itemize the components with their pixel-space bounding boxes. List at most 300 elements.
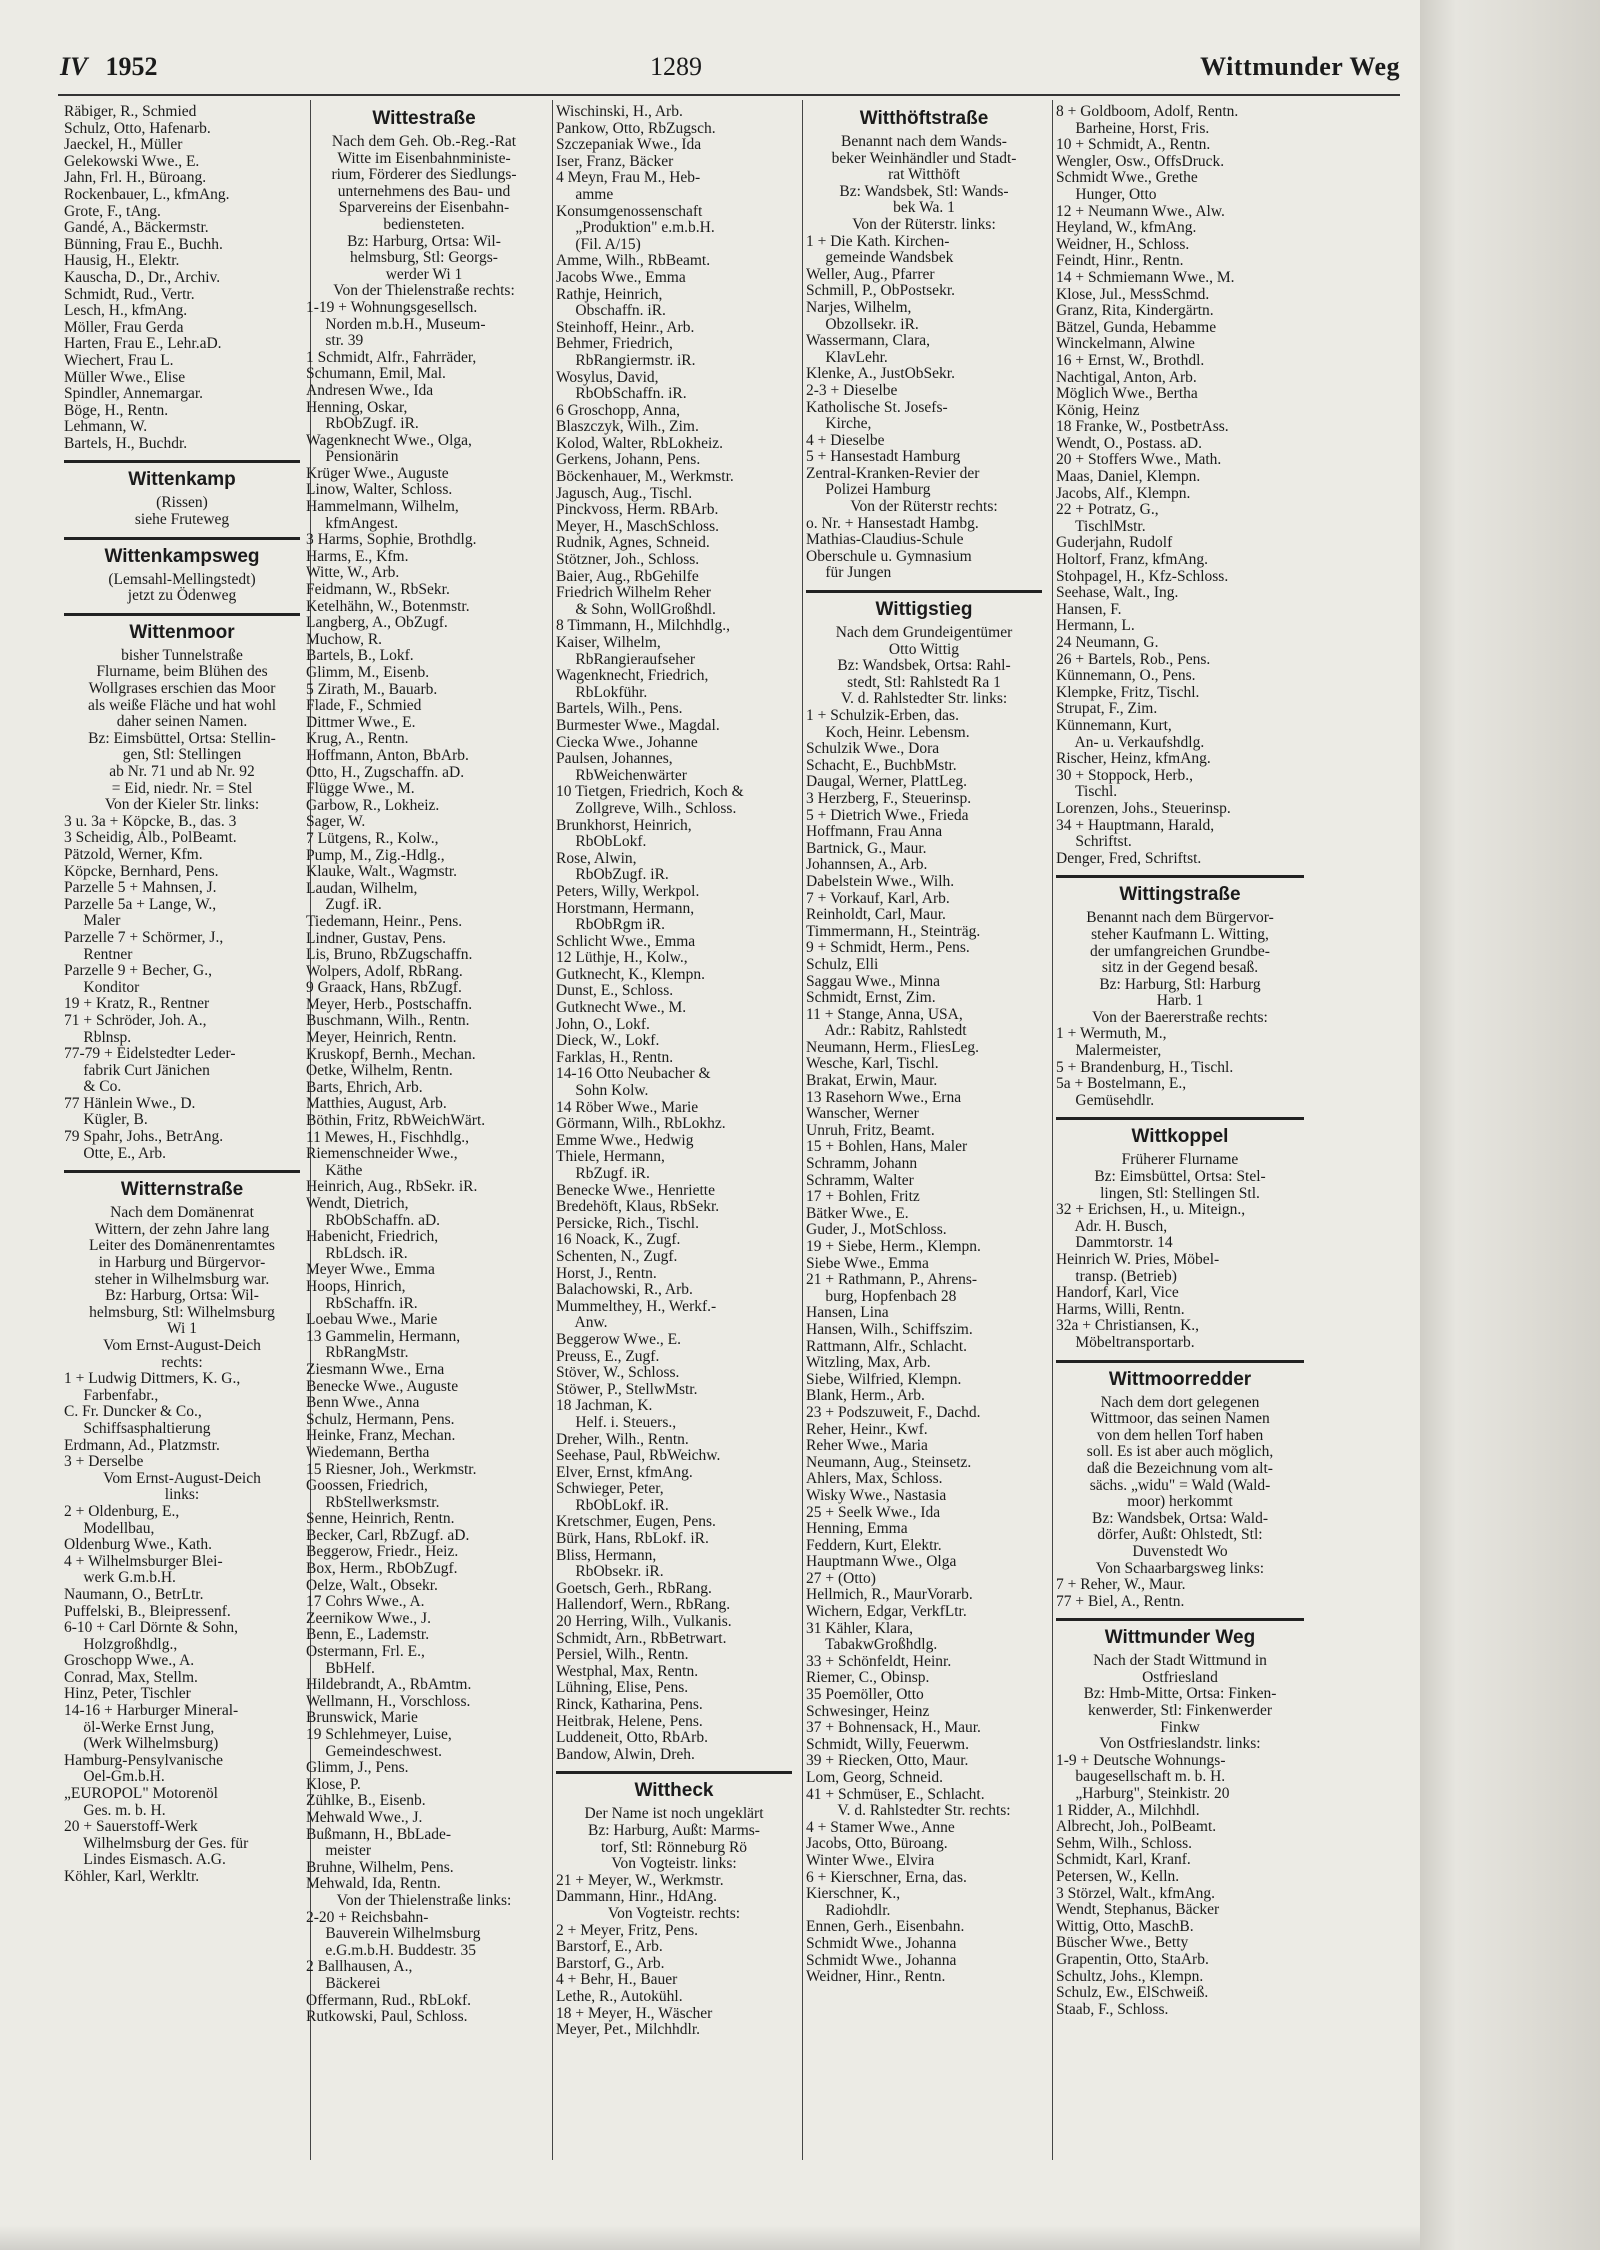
resident-entry: Pensionärin — [306, 449, 399, 466]
resident-entry: Gutknecht, K., Klempn. — [556, 966, 705, 983]
resident-entry: Bliss, Hermann, — [556, 1547, 657, 1564]
resident-entry: 5 + Brandenburg, H., Tischl. — [1056, 1059, 1234, 1076]
resident-entry: Riemer, C., Obinsp. — [806, 1670, 930, 1687]
resident-entry: Bredehöft, Klaus, RbSekr. — [556, 1199, 720, 1216]
resident-entry: Matthies, August, Arb. — [306, 1096, 447, 1113]
street-note: bek Wa. 1 — [893, 199, 955, 217]
resident-entry: Peters, Willy, Werkpol. — [556, 883, 700, 900]
resident-entry: 32a + Christiansen, K., — [1056, 1318, 1200, 1335]
resident-entry: Feidmann, W., RbSekr. — [306, 582, 450, 599]
resident-entry: Obschaffn. iR. — [556, 303, 666, 320]
resident-entry: Heyland, W., kfmAng. — [1056, 220, 1197, 237]
resident-entry: Gutknecht Wwe., M. — [556, 1000, 687, 1017]
resident-entry: Heinke, Franz, Mechan. — [306, 1428, 456, 1445]
resident-entry: 77-79 + Eidelstedter Leder- — [64, 1046, 236, 1063]
resident-entry: 23 + Podszuweit, F., Dachd. — [806, 1404, 981, 1421]
resident-entry: Laudan, Wilhelm, — [306, 880, 418, 897]
resident-entry: Jacobs Wwe., Emma — [556, 269, 686, 286]
resident-entry: Dieck, W., Lokf. — [556, 1033, 660, 1050]
resident-entry: str. 39 — [306, 333, 364, 350]
street-note: Von Vogteistr. links: — [611, 1855, 737, 1873]
street-note: Leiter des Domänenrentamtes — [89, 1237, 275, 1255]
resident-entry: Ahlers, Max, Schloss. — [806, 1471, 943, 1488]
street-note: Otto Wittig — [888, 640, 960, 658]
resident-entry: 15 + Bohlen, Hans, Maler — [806, 1139, 968, 1156]
street-note: Flurname, beim Blühen des — [96, 663, 268, 681]
resident-entry: RbSchaffn. iR. — [306, 1295, 418, 1312]
street-note: Witte im Eisenbahnministe- — [337, 149, 511, 167]
street-note: Harb. 1 — [1156, 992, 1204, 1010]
resident-entry: Sehm, Wilh., Schloss. — [1056, 1835, 1193, 1852]
resident-entry: Meyer, Pet., Milchhdlr. — [556, 2022, 701, 2039]
resident-entry: 20 + Stoffers Wwe., Math. — [1056, 452, 1222, 469]
street-note: helmsburg, Stl: Wilhelmsburg — [89, 1303, 275, 1321]
resident-entry: transp. (Betrieb) — [1056, 1268, 1177, 1285]
resident-entry: Künnemann, O., Pens. — [1056, 668, 1196, 685]
resident-entry: Sohn Kolw. — [556, 1083, 649, 1100]
resident-entry: Jaeckel, H., Müller — [64, 137, 183, 154]
street-note: = Eid, niedr. Nr. = Stel — [111, 779, 253, 797]
resident-entry: 21 + Rathmann, P., Ahrens- — [806, 1272, 978, 1289]
street-note: daß die Bezeichnung vom alt- — [1087, 1459, 1273, 1477]
street-heading: Wittingstraße — [1056, 875, 1304, 906]
resident-entry: Wisky Wwe., Nastasia — [806, 1487, 947, 1504]
resident-entry: Klauke, Walt., Wagmstr. — [306, 864, 458, 881]
resident-entry: Rischer, Heinz, kfmAng. — [1056, 751, 1211, 768]
resident-entry: Nachtigal, Anton, Arb. — [1056, 369, 1197, 386]
street-heading: Wittenkampsweg — [64, 537, 300, 568]
resident-entry: Holtorf, Franz, kfmAng. — [1056, 552, 1208, 569]
resident-entry: Hoffmann, Anton, BbArb. — [306, 747, 469, 764]
resident-entry: Stötzner, Joh., Schloss. — [556, 552, 700, 569]
resident-entry: Albrecht, Joh., PolBeamt. — [1056, 1819, 1217, 1836]
resident-entry: Mehwald Wwe., J. — [306, 1809, 423, 1826]
resident-entry: Wilhelmsburg der Ges. für — [64, 1835, 249, 1852]
resident-entry: Möller, Frau Gerda — [64, 319, 184, 336]
resident-entry: Mathias-Claudius-Schule — [806, 532, 964, 549]
resident-entry: Sager, W. — [306, 814, 366, 831]
resident-entry: Adr.: Rabitz, Rahlstedt — [806, 1023, 967, 1040]
resident-entry: Bätzel, Gunda, Hebamme — [1056, 319, 1217, 336]
resident-entry: Hamburg-Pensylvanische — [64, 1752, 223, 1769]
resident-entry: Stöwer, P., StellwMstr. — [556, 1381, 698, 1398]
resident-entry: 2 + Meyer, Fritz, Pens. — [556, 1922, 699, 1939]
resident-entry: Klose, P. — [306, 1776, 361, 1793]
resident-entry: 5a + Bostelmann, E., — [1056, 1076, 1187, 1093]
resident-entry: 3 + Derselbe — [64, 1454, 144, 1471]
resident-entry: Weidner, H., Schloss. — [1056, 236, 1190, 253]
resident-entry: werk G.m.b.H. — [64, 1570, 176, 1587]
resident-entry: Tiedemann, Heinr., Pens. — [306, 913, 463, 930]
resident-entry: Parzelle 5a + Lange, W., — [64, 896, 217, 913]
resident-entry: Malermeister, — [1056, 1043, 1162, 1060]
street-heading: Wittestraße — [372, 108, 476, 129]
resident-entry: Käthe — [306, 1162, 363, 1179]
street-note: daher seinen Namen. — [116, 713, 248, 731]
resident-entry: Henning, Emma — [806, 1521, 908, 1538]
resident-entry: 4 + Dieselbe — [806, 432, 885, 449]
resident-entry: Meyer, Herb., Postschaffn. — [306, 996, 473, 1013]
resident-entry: RbLdsch. iR. — [306, 1245, 408, 1262]
resident-entry: Harms, Willi, Rentn. — [1056, 1301, 1185, 1318]
resident-entry: Krüger Wwe., Auguste — [306, 465, 449, 482]
resident-entry: 4 Meyn, Frau M., Heb- — [556, 170, 701, 187]
resident-entry: Amme, Wilh., RbBeamt. — [556, 253, 711, 270]
street-note: moor) herkommt — [1127, 1493, 1233, 1511]
resident-entry: 32 + Erichsen, H., u. Miteign., — [1056, 1202, 1246, 1219]
street-heading: Wittenkamp — [64, 460, 300, 491]
resident-entry: Adr. H. Busch, — [1056, 1218, 1168, 1235]
resident-entry: Grapentin, Otto, StaArb. — [1056, 1951, 1209, 1968]
resident-entry: Wolpers, Adolf, RbRang. — [306, 963, 463, 980]
resident-entry: Rudnik, Agnes, Schneid. — [556, 535, 710, 552]
street-heading: Wittheck — [556, 1771, 792, 1802]
resident-entry: John, O., Lokf. — [556, 1016, 650, 1033]
resident-entry: Preuss, E., Zugf. — [556, 1348, 660, 1365]
resident-entry: 5 Zirath, M., Bauarb. — [306, 681, 438, 698]
resident-entry: RbStellwerksmstr. — [306, 1494, 440, 1511]
resident-entry: RbObSchaffn. aD. — [306, 1212, 441, 1229]
street-note: V. d. Rahlstedter Str. links: — [840, 690, 1008, 708]
resident-entry: Unruh, Fritz, Beamt. — [806, 1122, 935, 1139]
resident-entry: Schultz, Johs., Klempn. — [1056, 1968, 1204, 1985]
column-divider — [552, 100, 553, 2160]
resident-entry: Schacht, E., BuchbMstr. — [806, 757, 957, 774]
street-note: torf, Stl: Rönneburg Rö — [600, 1838, 748, 1856]
resident-entry: 33 + Schönfeldt, Heinr. — [806, 1653, 952, 1670]
resident-entry: Lethe, R., Autokühl. — [556, 1988, 683, 2005]
resident-entry: 16 + Ernst, W., Brothdl. — [1056, 352, 1205, 369]
resident-entry: Kruskopf, Bernh., Mechan. — [306, 1046, 476, 1063]
resident-entry: Krug, A., Rentn. — [306, 731, 409, 748]
resident-entry: Riemenschneider Wwe., — [306, 1146, 458, 1163]
resident-entry: Bauverein Wilhelmsburg — [306, 1926, 481, 1943]
street-note: gen, Stl: Stellingen — [122, 746, 242, 764]
street-note: Nach der Stadt Wittmund in — [1093, 1652, 1267, 1670]
resident-entry: Möbeltransportarb. — [1056, 1334, 1195, 1351]
resident-entry: 18 + Meyer, H., Wäscher — [556, 2005, 713, 2022]
street-note: unternehmens des Bau- und — [337, 182, 511, 200]
resident-entry: Siebe Wwe., Emma — [806, 1255, 929, 1272]
resident-entry: Schramm, Johann — [806, 1156, 918, 1173]
street-note: (Lemsahl-Mellingstedt) — [108, 570, 256, 588]
resident-entry: & Sohn, WollGroßhdl. — [556, 601, 716, 618]
resident-entry: Gandé, A., Bäckermstr. — [64, 220, 209, 237]
resident-entry: Flügge Wwe., M. — [306, 781, 415, 798]
resident-entry: baugesellschaft m. b. H. — [1056, 1769, 1226, 1786]
resident-entry: 71 + Schröder, Joh. A., — [64, 1012, 207, 1029]
resident-entry: Brunkhorst, Heinrich, — [556, 817, 692, 834]
resident-entry: Muchow, R. — [306, 631, 383, 648]
resident-entry: Witzling, Max, Arb. — [806, 1355, 931, 1372]
resident-entry: 30 + Stoppock, Herb., — [1056, 767, 1194, 784]
resident-entry: Otto, H., Zugschaffn. aD. — [306, 764, 465, 781]
volume-roman: IV — [60, 52, 88, 81]
resident-entry: Kierschner, K., — [806, 1886, 901, 1903]
resident-entry: Schulz, Hermann, Pens. — [306, 1411, 455, 1428]
resident-entry: Modellbau, — [64, 1520, 155, 1537]
resident-entry: Linow, Walter, Schloss. — [306, 482, 453, 499]
resident-entry: Konsumgenossenschaft — [556, 203, 703, 220]
street-note: siehe Fruteweg — [134, 511, 230, 529]
resident-entry: 2-20 + Reichsbahn- — [306, 1909, 429, 1926]
resident-entry: Schmidt, Ernst, Zim. — [806, 990, 936, 1007]
street-note: V. d. Rahlstedter Str. rechts: — [837, 1802, 1011, 1820]
resident-entry: Erdmann, Ad., Platzmstr. — [64, 1437, 220, 1454]
street-note: Wi 1 — [167, 1320, 197, 1338]
resident-entry: Rentner — [64, 946, 133, 963]
resident-entry: Elver, Ernst, kfmAng. — [556, 1464, 693, 1481]
resident-entry: Gelekowski Wwe., E. — [64, 153, 200, 170]
resident-entry: RbRangiermstr. iR. — [556, 352, 696, 369]
resident-entry: Maas, Daniel, Klempn. — [1056, 469, 1201, 486]
resident-entry: Meyer Wwe., Emma — [306, 1262, 435, 1279]
street-note: Bz: Harburg, Stl: Harburg — [1099, 975, 1261, 993]
street-heading: Wittmunder Weg — [1056, 1618, 1304, 1649]
resident-entry: 17 + Bohlen, Fritz — [806, 1189, 920, 1206]
resident-entry: Blaszczyk, Wilh., Zim. — [556, 419, 699, 436]
street-note: Bz: Harburg, Außt: Marms- — [588, 1821, 760, 1839]
scan-page-edge — [1420, 0, 1600, 2250]
resident-entry: Harten, Frau E., Lehr.aD. — [64, 336, 222, 353]
resident-entry: Offermann, Rud., RbLokf. — [306, 1992, 472, 2009]
street-note: bisher Tunnelstraße — [121, 646, 243, 664]
resident-entry: Gemeindeschwest. — [306, 1743, 443, 1760]
resident-entry: 26 + Bartels, Rob., Pens. — [1056, 651, 1211, 668]
resident-entry: Helf. i. Steuers., — [556, 1414, 677, 1431]
resident-entry: Oelze, Walt., Obsekr. — [306, 1577, 438, 1594]
resident-entry: e.G.m.b.H. Buddestr. 35 — [306, 1942, 477, 1959]
resident-entry: Zentral-Kranken-Revier der — [806, 465, 980, 482]
resident-entry: Schmidt, Willy, Feuerwm. — [806, 1736, 969, 1753]
resident-entry: 1 + Schulzik-Erben, das. — [806, 708, 959, 724]
resident-entry: Schulz, Elli — [806, 956, 879, 973]
resident-entry: Schmill, P., ObPostsekr. — [806, 283, 955, 300]
resident-entry: 13 Gammelin, Hermann, — [306, 1328, 461, 1345]
resident-entry: 22 + Potratz, G., — [1056, 502, 1159, 519]
resident-entry: Baier, Aug., RbGehilfe — [556, 568, 699, 585]
resident-entry: 2 + Oldenburg, E., — [64, 1503, 180, 1520]
resident-entry: 14 Röber Wwe., Marie — [556, 1099, 699, 1116]
resident-entry: Rose, Alwin, — [556, 850, 637, 867]
street-note: steher in Wilhelmsburg war. — [94, 1270, 270, 1288]
street-note: soll. Es ist aber auch möglich, — [1086, 1443, 1274, 1461]
resident-entry: Wichern, Edgar, VerkfLtr. — [806, 1604, 967, 1621]
resident-entry: 6-10 + Carl Dörnte & Sohn, — [64, 1620, 239, 1637]
resident-entry: Seehase, Walt., Ing. — [1056, 585, 1179, 602]
street-note: stedt, Stl: Rahlstedt Ra 1 — [847, 673, 1001, 691]
resident-entry: Timmermann, H., Steinträg. — [806, 923, 981, 940]
resident-entry: Polizei Hamburg — [806, 482, 931, 499]
resident-entry: 18 Jachman, K. — [556, 1398, 653, 1415]
resident-entry: Lehmann, W. — [64, 419, 148, 436]
resident-entry: Mehwald, Ida, Rentn. — [306, 1876, 441, 1893]
street-note: Vom Ernst-August-Deich — [103, 1469, 261, 1487]
resident-entry: Bruhne, Wilhelm, Pens. — [306, 1859, 454, 1876]
resident-entry: Balachowski, R., Arb. — [556, 1282, 693, 1299]
resident-entry: Granz, Rita, Kindergärtn. — [1056, 303, 1214, 320]
resident-entry: Friedrich Wilhelm Reher — [556, 585, 711, 602]
resident-entry: Dunst, E., Schloss. — [556, 983, 674, 1000]
resident-entry: Hansen, F. — [1056, 601, 1122, 618]
resident-entry: Naumann, O., BetrLtr. — [64, 1586, 204, 1603]
street-note: steher Kaufmann L. Witting, — [1091, 925, 1269, 943]
street-note: von dem hellen Torf haben — [1096, 1426, 1264, 1444]
resident-entry: Bußmann, H., BbLade- — [306, 1826, 452, 1843]
resident-entry: (Werk Wilhelmsburg) — [64, 1736, 219, 1753]
street-note: Wollgrases erschien das Moor — [88, 680, 276, 698]
street-note: rechts: — [161, 1353, 203, 1371]
resident-entry: Parzelle 5 + Mahnsen, J. — [64, 880, 217, 897]
resident-entry: Rblnsp. — [64, 1029, 132, 1046]
resident-entry: Oberschule u. Gymnasium — [806, 548, 972, 565]
street-note: bediensteten. — [383, 215, 465, 233]
street-heading: Wittigstieg — [806, 590, 1042, 621]
resident-entry: Kolod, Walter, RbLokheiz. — [556, 435, 724, 452]
resident-entry: Schlicht Wwe., Emma — [556, 933, 696, 950]
resident-entry: meister — [306, 1843, 371, 1860]
resident-entry: Glimm, J., Pens. — [306, 1760, 409, 1777]
resident-entry: Wischinski, H., Arb. — [556, 104, 683, 120]
resident-entry: & Co. — [64, 1079, 122, 1096]
resident-entry: Hunger, Otto — [1056, 186, 1157, 203]
street-note: (Rissen) — [156, 494, 208, 512]
resident-entry: 14 + Schmiemann Wwe., M. — [1056, 269, 1235, 286]
resident-entry: Görmann, Wilh., RbLokhz. — [556, 1116, 726, 1133]
header-rule — [58, 94, 1400, 96]
resident-entry: Lühning, Elise, Pens. — [556, 1680, 689, 1697]
resident-entry: Box, Herm., RbObZugf. — [306, 1561, 458, 1578]
resident-entry: Bätker Wwe., E. — [806, 1205, 909, 1222]
resident-entry: 4 + Behr, H., Bauer — [556, 1972, 678, 1989]
resident-entry: RbObZugf. iR. — [306, 416, 419, 433]
resident-entry: 1 Ridder, A., Milchhdl. — [1056, 1802, 1200, 1819]
resident-entry: Schulzik Wwe., Dora — [806, 741, 940, 758]
resident-entry: 2 Ballhausen, A., — [306, 1959, 413, 1976]
street-note: Der Name ist noch ungeklärt — [584, 1805, 764, 1823]
resident-entry: RbObZugf. iR. — [556, 867, 669, 884]
resident-entry: BbHelf. — [306, 1660, 375, 1677]
resident-entry: Henning, Oskar, — [306, 399, 408, 416]
resident-entry: Konditor — [64, 979, 140, 996]
resident-entry: Benn Wwe., Anna — [306, 1395, 420, 1412]
resident-entry: Zugf. iR. — [306, 897, 382, 914]
resident-entry: 77 + Biel, A., Rentn. — [1056, 1593, 1185, 1610]
resident-entry: Handorf, Karl, Vice — [1056, 1285, 1179, 1302]
column-divider — [802, 100, 803, 2160]
resident-entry: Rattmann, Alfr., Schlacht. — [806, 1338, 968, 1355]
resident-entry: Goossen, Friedrich, — [306, 1478, 428, 1495]
running-street-name: Wittmunder Weg — [1200, 52, 1400, 81]
resident-entry: 3 u. 3a + Köpcke, B., das. 3 — [64, 813, 237, 830]
street-note: in Harburg und Bürgervor- — [98, 1254, 266, 1272]
street-note: Bz: Eimsbüttel, Ortsa: Stel- — [1094, 1168, 1266, 1186]
street-note: Nach dem Domänenrat — [110, 1204, 254, 1222]
resident-entry: Dammtorstr. 14 — [1056, 1235, 1173, 1252]
resident-entry: Kaiser, Wilhelm, — [556, 635, 661, 651]
resident-entry: Koch, Heinr. Lebensm. — [806, 724, 970, 741]
resident-entry: Senne, Heinrich, Rentn. — [306, 1511, 455, 1528]
street-note: Von der Thielenstraße links: — [336, 1891, 512, 1909]
resident-entry: KlavLehr. — [806, 349, 888, 366]
resident-entry: Weller, Aug., Pfarrer — [806, 266, 935, 283]
resident-entry: Habenicht, Friedrich, — [306, 1229, 439, 1246]
resident-entry: Reinholdt, Carl, Maur. — [806, 907, 946, 924]
street-note: Von der Baererstraße rechts: — [1092, 1008, 1268, 1026]
resident-entry: fabrik Curt Jänichen — [64, 1062, 210, 1079]
street-note: Vom Ernst-August-Deich — [103, 1337, 261, 1354]
resident-entry: Glimm, M., Eisenb. — [306, 665, 430, 681]
resident-entry: 11 + Stange, Anna, USA, — [806, 1006, 963, 1023]
resident-entry: Stöver, W., Schloss. — [556, 1365, 680, 1382]
resident-entry: Wellmann, H., Vorschloss. — [306, 1693, 471, 1710]
resident-entry: 11 Mewes, H., Fischhdlg., — [306, 1129, 470, 1146]
resident-entry: Luddeneit, Otto, RbArb. — [556, 1730, 708, 1747]
resident-entry: Bartels, H., Buchdr. — [64, 435, 188, 452]
resident-entry: Schmidt, Rud., Vertr. — [64, 286, 195, 303]
resident-entry: Oel-Gm.b.H. — [64, 1769, 165, 1786]
resident-entry: Barstorf, G., Arb. — [556, 1955, 665, 1972]
resident-entry: 19 Schlehmeyer, Luise, — [306, 1727, 452, 1743]
resident-entry: 9 + Schmidt, Herm., Pens. — [806, 940, 970, 957]
street-note: rium, Förderer des Siedlungs- — [331, 166, 517, 184]
street-note: Nach dem Geh. Ob.-Reg.-Rat — [331, 133, 517, 150]
resident-entry: Ges. m. b. H. — [64, 1802, 166, 1819]
resident-entry: Oetke, Wilhelm, Rentn. — [306, 1063, 453, 1080]
resident-entry: 10 + Schmidt, A., Rentn. — [1056, 137, 1211, 154]
street-note: Von Schaarbargsweg links: — [1095, 1559, 1265, 1577]
resident-entry: Petersen, W., Kelln. — [1056, 1869, 1180, 1885]
resident-entry: 77 Hänlein Wwe., D. — [64, 1095, 196, 1112]
resident-entry: kfmAngest. — [306, 515, 399, 532]
resident-entry: Tischl. — [1056, 784, 1118, 801]
resident-entry: Böckenhauer, M., Werkmstr. — [556, 469, 734, 486]
street-heading: Wittkoppel — [1056, 1117, 1304, 1148]
street-note: Von der Rüterstr. links: — [852, 215, 996, 233]
resident-entry: Bartels, B., Lokf. — [306, 648, 414, 665]
resident-entry: RbObRgm iR. — [556, 917, 665, 934]
resident-entry: 35 Poemöller, Otto — [806, 1687, 924, 1704]
resident-entry: Wendt, Dietrich, — [306, 1196, 409, 1212]
resident-entry: Lom, Georg, Schneid. — [806, 1770, 944, 1786]
resident-entry: 16 Noack, K., Zugf. — [556, 1232, 681, 1249]
resident-entry: Anw. — [556, 1315, 608, 1332]
resident-entry: 7 Lütgens, R., Kolw., — [306, 830, 439, 847]
street-note: der umfangreichen Grundbe- — [1090, 942, 1270, 960]
resident-entry: RbObsekr. iR. — [556, 1564, 664, 1581]
resident-entry: Ciecka Wwe., Johanne — [556, 734, 698, 751]
resident-entry: Klempke, Fritz, Tischl. — [1056, 684, 1200, 701]
resident-entry: Pätzold, Werner, Kfm. — [64, 846, 203, 863]
resident-entry: Räbiger, R., Schmied — [64, 104, 197, 120]
page-number: 1289 — [650, 52, 702, 81]
resident-entry: Burmester Wwe., Magdal. — [556, 717, 720, 734]
resident-entry: Pinckvoss, Herm. RBArb. — [556, 502, 719, 519]
resident-entry: Oldenburg Wwe., Kath. — [64, 1537, 212, 1554]
resident-entry: Otte, E., Arb. — [64, 1145, 167, 1162]
resident-entry: Katholische St. Josefs- — [806, 399, 948, 416]
resident-entry: Horstmann, Hermann, — [556, 900, 695, 917]
resident-entry: 19 + Siebe, Herm., Klempn. — [806, 1239, 981, 1255]
resident-entry: Stohpagel, H., Kfz-Schloss. — [1056, 568, 1229, 585]
resident-entry: Pump, M., Zig.-Hdlg., — [306, 847, 445, 864]
street-note: Duvenstedt Wo — [1132, 1542, 1228, 1560]
resident-entry: Rathje, Heinrich, — [556, 286, 663, 303]
street-note: als weiße Fläche und hat wohl — [87, 696, 277, 714]
resident-entry: Wiechert, Frau L. — [64, 352, 174, 369]
resident-entry: Radiohdlr. — [806, 1902, 891, 1919]
street-note: Bz: Eimsbüttel, Ortsa: Stellin- — [88, 729, 276, 747]
